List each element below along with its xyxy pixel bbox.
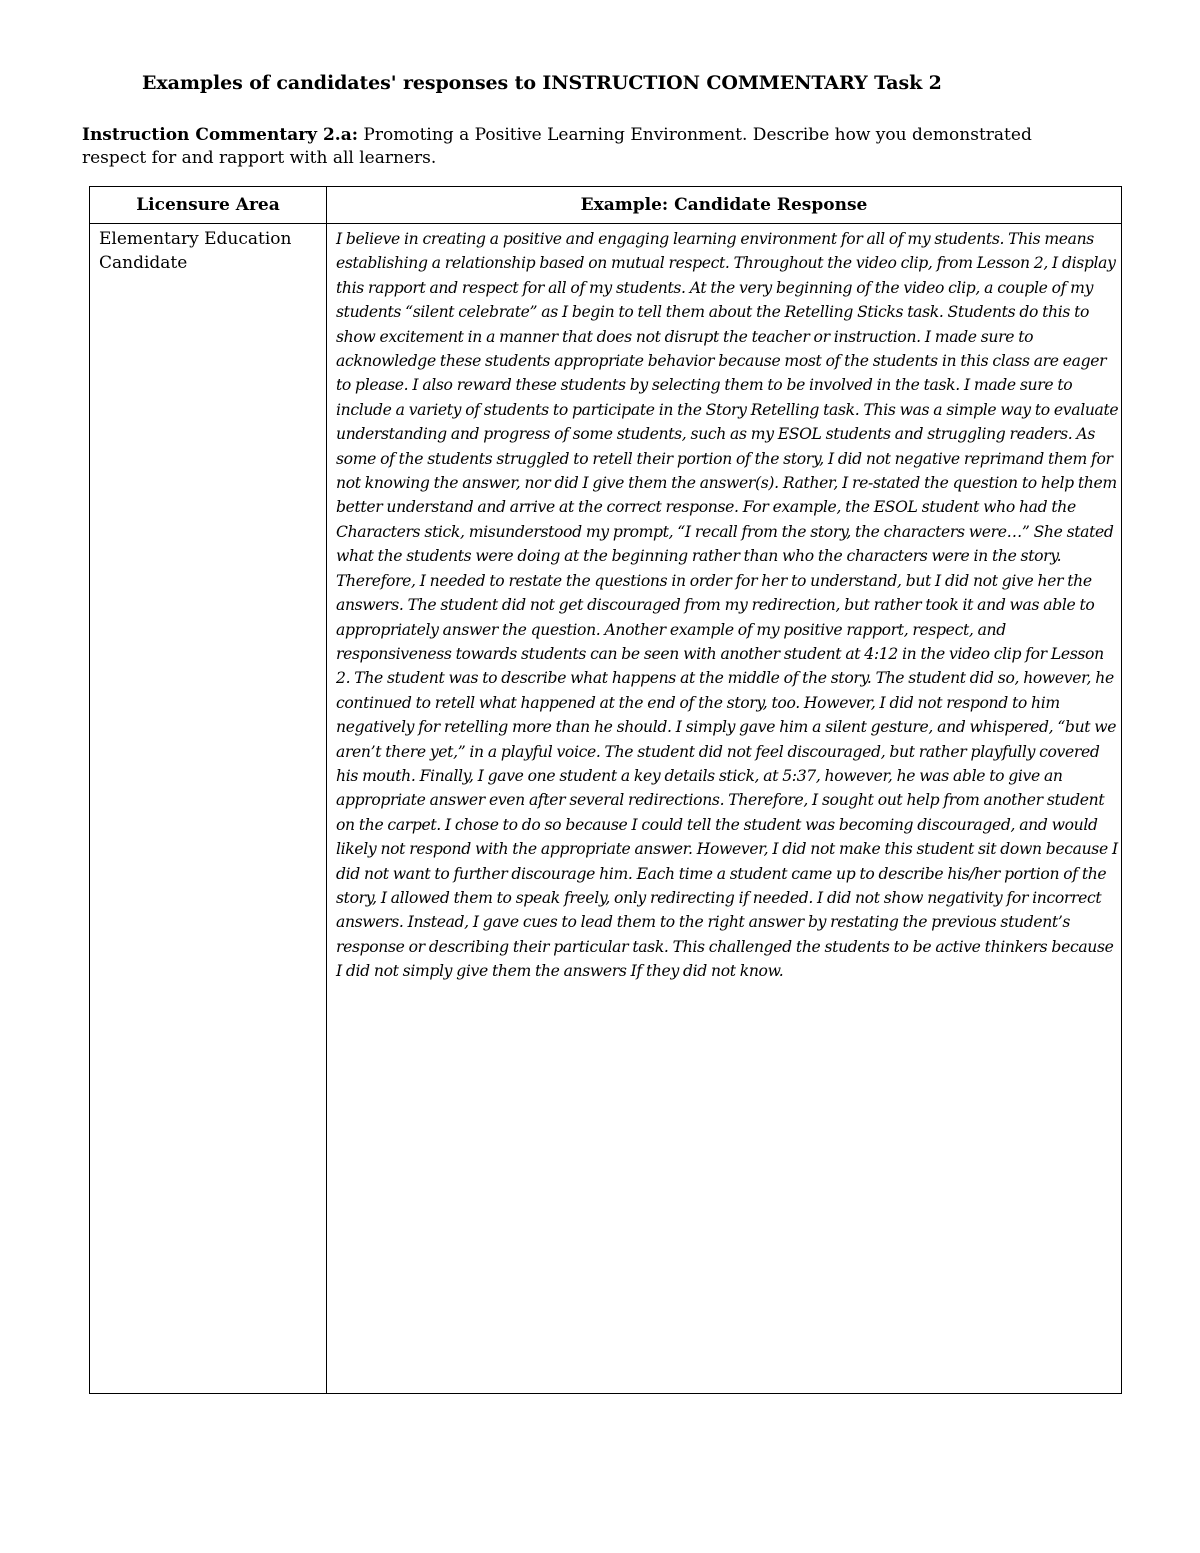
commentary-prompt: [82, 124, 1092, 170]
table-row: [90, 224, 1122, 1394]
prompt-label: Instruction Commentary 2.a:: [82, 125, 359, 145]
prompt-text: Promoting a Positive Learning Environment. Describe how you demonstrated respect for and rapport with all learners.: [82, 125, 1032, 168]
candidate-response-text: I believe in creating a positive and engaging learning environment for all of my students. This means establishing a relationship based on mutual respect. Throughout the video clip, from Lesson 2, I display this rapport and respect for all of my students. At the very beginning of the video clip, a couple of my students “silent celebrate” as I begin to tell them about the Retelling Sticks task. Students do this to show excitement in a manner that does not disrupt the teacher or instruction. I made sure to acknowledge these students appropriate behavior because most of the students in this class are eager to please. I also reward these students by selecting them to be involved in the task. I made sure to include a variety of students to participate in the Story Retelling task. This was a simple way to evaluate understanding and progress of some students, such as my ESOL students and struggling readers. As some of the students struggled to retell their portion of the story, I did not negative reprimand them for not knowing the answer, nor did I give them the answer(s). Rather, I re-stated the question to help them better understand and arrive at the correct response. For example, the ESOL student who had the Characters stick, misunderstood my prompt, “I recall from the story, the characters were…” She stated what the students were doing at the beginning rather than who the characters were in the story. Therefore, I needed to restate the questions in order for her to understand, but I did not give her the answers. The student did not get discouraged from my redirection, but rather took it and was able to appropriately answer the question. Another example of my positive rapport, respect, and responsiveness towards students can be seen with another student at 4:12 in the video clip for Lesson 2. The student was to describe what happens at the middle of the story. The student did so, however, he continued to retell what happened at the end of the story, too. However, I did not respond to him negatively for retelling more than he should. I simply gave him a silent gesture, and whispered, “but we aren’t there yet,” in a playful voice. The student did not feel discouraged, but rather playfully covered his mouth. Finally, I gave one student a key details stick, at 5:37, however, he was able to give an appropriate answer even after several redirections. Therefore, I sought out help from another student on the carpet. I chose to do so because I could tell the student was becoming discouraged, and would likely not respond with the appropriate answer. However, I did not make this student sit down because I did not want to further discourage him. Each time a student came up to describe his/her portion of the story, I allowed them to speak freely, only redirecting if needed. I did not show negativity for incorrect answers. Instead, I gave cues to lead them to the right answer by restating the previous student’s response or describing their particular task. This challenged the students to be active thinkers because I did not simply give them the answers If they did not know.: [336, 230, 1119, 981]
response-table: [89, 186, 1122, 1394]
candidate-response-cell: [327, 224, 1122, 1394]
header-licensure-area: Licensure Area: [90, 187, 327, 224]
licensure-area-cell: Elementary Education Candidate: [90, 224, 327, 1394]
page-title: Examples of candidates' responses to INSTRUCTION COMMENTARY Task 2: [142, 72, 942, 94]
header-candidate-response: Example: Candidate Response: [327, 187, 1122, 224]
table-header-row: [90, 187, 1122, 224]
